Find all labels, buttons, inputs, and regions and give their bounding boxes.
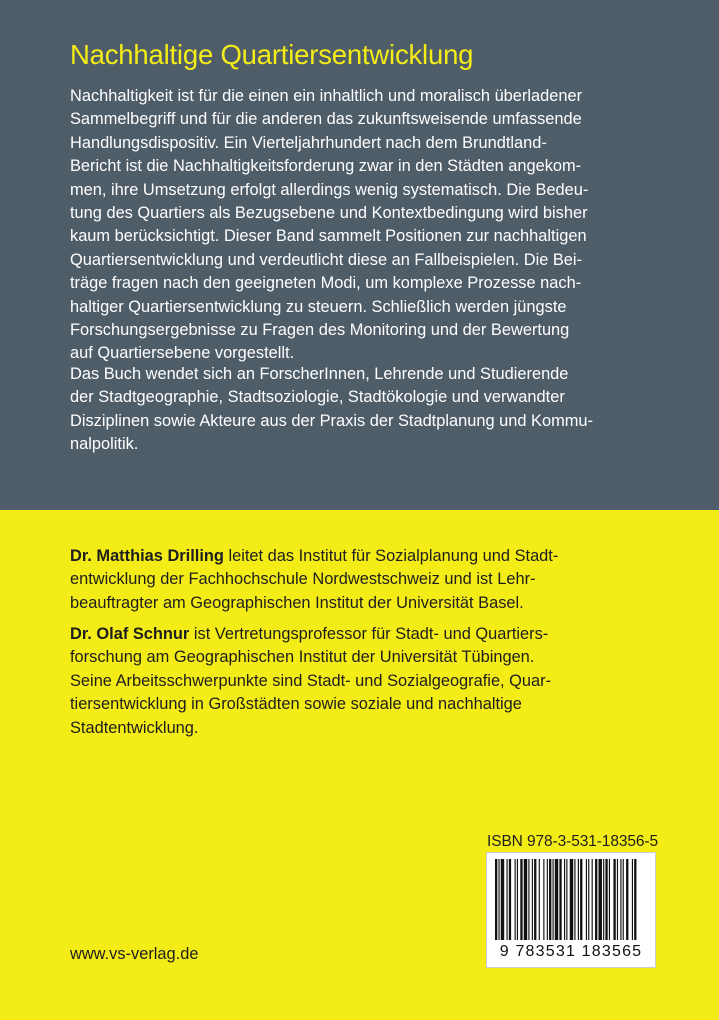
publisher-website-link[interactable]: www.vs-verlag.de	[70, 945, 199, 963]
barcode-bar	[617, 859, 618, 943]
author-bio-line: beauftragter am Geographischen Institut der Universität Basel.	[70, 593, 524, 612]
barcode-bar	[555, 859, 558, 943]
blurb-line: haltiger Quartiersentwicklung zu steuern. Schließlich werden jüngste	[70, 297, 567, 316]
barcode-bar	[549, 859, 551, 943]
barcode-bar	[599, 859, 602, 943]
barcode-bar	[605, 859, 607, 943]
blurb-line: Quartiersentwicklung und verdeutlicht diese an Fallbeispielen. Die Bei-	[70, 250, 583, 269]
barcode-bar	[559, 859, 561, 943]
barcode-bar	[595, 859, 597, 943]
blurb-line: auf Quartiersebene vorgestellt.	[70, 344, 295, 363]
blurb-line: Forschungsergebnisse zu Fragen des Monitoring und der Bewertung	[70, 321, 570, 340]
barcode-bar	[532, 859, 533, 943]
author-name: Dr. Olaf Schnur	[70, 625, 190, 643]
author-bio-drilling	[70, 545, 650, 615]
blurb-line: men, ihre Umsetzung erfolgt allerdings wenig systematisch. Die Bedeu-	[70, 180, 589, 199]
barcode-bar	[495, 859, 497, 943]
blurb-line: Nachhaltigkeit ist für die einen ein inhaltlich und moralisch überladener	[70, 87, 583, 105]
blurb-line: tung des Quartiers als Bezugsebene und Kontextbedingung wird bisher	[70, 204, 588, 223]
blurb-line: kaum berücksichtigt. Dieser Band sammelt Positionen zur nachhaltigen	[70, 227, 587, 246]
barcode-bar	[528, 859, 529, 943]
barcode-bar	[603, 859, 604, 943]
isbn-label: ISBN 978-3-531-18356-5	[487, 833, 658, 850]
blurb-paragraph-1	[70, 85, 650, 366]
author-bio-schnur	[70, 623, 650, 740]
blurb-paragraph-2	[70, 363, 650, 457]
barcode-bar	[609, 859, 610, 943]
author-bio-line: tiersentwicklung in Großstädten sowie soziale und nachhaltige	[70, 695, 522, 714]
author-bio-line	[70, 623, 650, 646]
barcode-bar	[592, 859, 593, 943]
author-bio-line: Stadtentwicklung.	[70, 718, 199, 737]
barcode-bar	[520, 859, 522, 943]
barcode-bar	[507, 859, 508, 943]
barcode-bar	[570, 859, 573, 943]
barcode-bar	[553, 859, 554, 943]
barcode-number: 9 783531 183565	[487, 940, 655, 964]
author-name: Dr. Matthias Drilling	[70, 547, 224, 565]
blurb-line: Disziplinen sowie Akteure aus der Praxis der Stadtplanung und Kommu-	[70, 411, 593, 430]
barcode-bar	[588, 859, 589, 943]
blurb-line: der Stadtgeographie, Stadtsoziologie, Stadtökologie und verwandter	[70, 388, 565, 407]
author-bio-line: Seine Arbeitsschwerpunkte sind Stadt- und Sozialgeografie, Quar-	[70, 671, 552, 690]
blurb-line: Sammelbegriff und für die anderen das zukunftsweisende umfassende	[70, 110, 582, 129]
barcode-bar	[515, 859, 516, 943]
barcode-bar	[634, 859, 636, 943]
barcode-bar	[632, 859, 633, 943]
barcode-bar	[574, 859, 575, 943]
book-title: Nachhaltige Quartiersentwicklung	[70, 39, 474, 70]
barcode-bar	[586, 859, 587, 943]
author-bio-line	[70, 545, 650, 568]
barcode-bar	[498, 859, 499, 943]
barcode-bar	[580, 859, 582, 943]
blurb-line: Handlungsdispositiv. Ein Vierteljahrhundert nach dem Brundtland-	[70, 133, 547, 152]
barcode-bar	[543, 859, 544, 943]
barcode-bar	[613, 859, 615, 943]
barcode-bar	[626, 859, 628, 943]
barcode-bar	[524, 859, 527, 943]
blurb-line: Bericht ist die Nachhaltigkeitsforderung zwar in den Städten angekom-	[70, 157, 582, 176]
barcode-bar	[578, 859, 579, 943]
barcode-bar	[517, 859, 518, 943]
barcode-bar	[501, 859, 504, 943]
barcode-bar	[620, 859, 621, 943]
barcode-bar	[509, 859, 511, 943]
barcode-bar	[534, 859, 536, 943]
barcode-bar	[566, 859, 567, 943]
author-bio-text: ist Vertretungsprofessor für Stadt- und Quartiers-	[189, 625, 549, 643]
blurb-line: träge fragen nach den geeigneten Modi, um komplexe Prozesse nach-	[70, 274, 582, 293]
barcode-bar	[539, 859, 540, 943]
blurb-line: nalpolitik.	[70, 435, 139, 454]
barcode-bar	[547, 859, 548, 943]
author-bio-line: forschung am Geographischen Institut der Universität Tübingen.	[70, 648, 535, 667]
author-bio-text: leitet das Institut für Sozialplanung und Stadt-	[223, 547, 559, 565]
blurb-line: Das Buch wendet sich an ForscherInnen, Lehrende und Studierende	[70, 365, 569, 383]
barcode-bar	[623, 859, 624, 943]
barcode-bar	[564, 859, 565, 943]
barcode	[486, 852, 656, 968]
author-bio-line: entwicklung der Fachhochschule Nordwestschweiz und ist Lehr-	[70, 570, 536, 589]
